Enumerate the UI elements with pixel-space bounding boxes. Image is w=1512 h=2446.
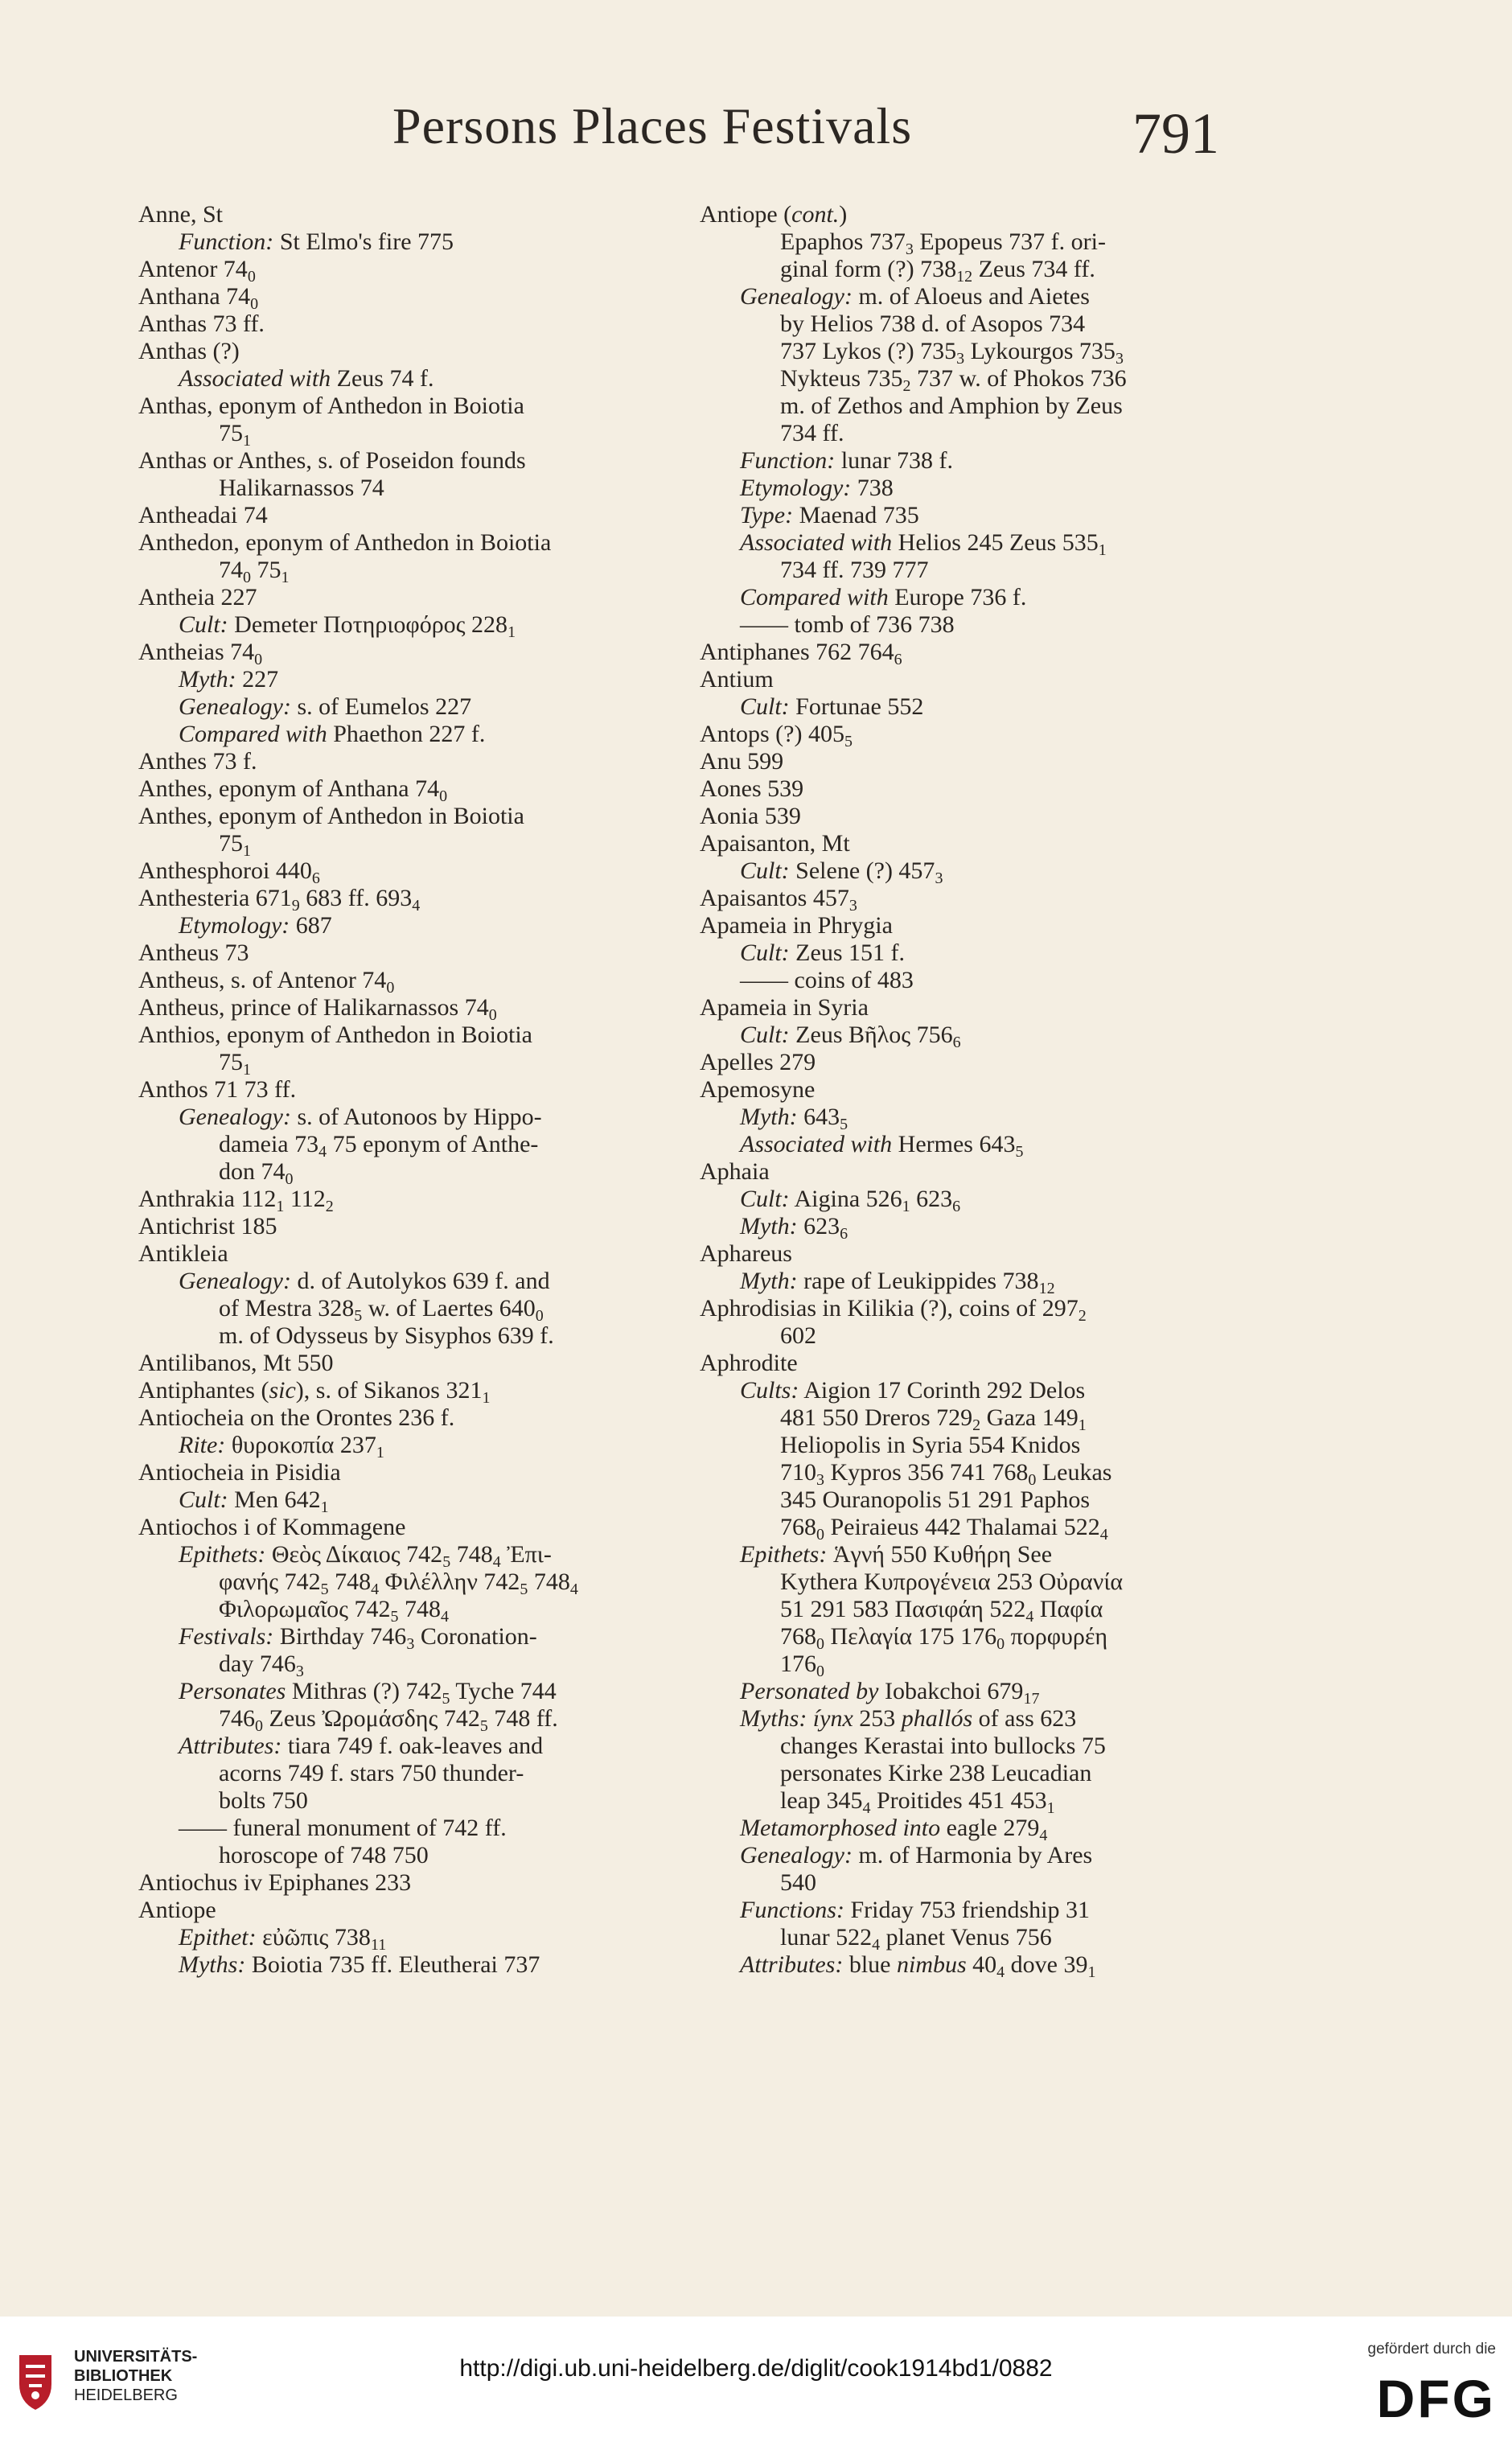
- index-line: Antiope (cont.): [700, 201, 848, 228]
- index-line: Associated with Hermes $643_5$: [740, 1131, 1024, 1161]
- index-line: Antheadai 74: [138, 502, 268, 528]
- index-line: Aonia 539: [700, 803, 801, 829]
- index-line: Antheus 73: [138, 939, 249, 966]
- index-line: Anthas (?): [138, 338, 240, 364]
- index-line: Apameia in Syria: [700, 994, 869, 1021]
- index-line: $768_0$ Peiraieus 442 Thalamai $522_4$: [780, 1514, 1108, 1544]
- index-line: Antiphantes (sic), s. of Sikanos $321_1$: [138, 1377, 491, 1407]
- index-line: Epithets: Ἁγνή 550 Κυθήρη See: [740, 1541, 1053, 1568]
- index-line: Heliopolis in Syria 554 Knidos: [780, 1432, 1081, 1458]
- index-line: ginal form (?) $738_{12}$ Zeus 734 ff.: [780, 256, 1095, 286]
- index-line: Aones 539: [700, 775, 804, 802]
- index-line: Anthios, eponym of Anthedon in Boiotia: [138, 1022, 532, 1048]
- index-line: m. of Odysseus by Sisyphos 639 f.: [219, 1322, 554, 1349]
- index-line: Apameia in Phrygia: [700, 912, 893, 939]
- index-line: Anthes, eponym of Anthana $74_0$: [138, 775, 448, 805]
- index-line: Myth: $643_5$: [740, 1104, 848, 1133]
- index-line: Genealogy: m. of Harmonia by Ares: [740, 1842, 1093, 1868]
- index-line: Type: Maenad 735: [740, 502, 919, 528]
- index-line: Antilibanos, Mt 550: [138, 1350, 334, 1376]
- index-line: Myths: íynx 253 phallós of ass 623: [740, 1705, 1077, 1732]
- index-line: Cults: Aigion 17 Corinth 292 Delos: [740, 1377, 1086, 1404]
- index-line: 737 Lykos (?) $735_3$ Lykourgos $735_3$: [780, 338, 1124, 368]
- index-line: lunar $522_4$ planet Venus 756: [780, 1924, 1052, 1954]
- index-line: Function: St Elmo's fire 775: [179, 228, 454, 255]
- index-line: Antium: [700, 666, 774, 693]
- digitization-footer: [0, 2317, 1512, 2446]
- index-line: Associated with Zeus 74 f.: [179, 365, 434, 392]
- index-line: 481 550 Dreros $729_2$ Gaza $149_1$: [780, 1404, 1087, 1434]
- dfg-logo: DFG: [1376, 2369, 1496, 2428]
- index-line: Anthos 71 73 ff.: [138, 1076, 297, 1103]
- index-line: Antheus, prince of Halikarnassos $74_0$: [138, 994, 497, 1024]
- institution-line: BIBLIOTHEK: [74, 2367, 173, 2385]
- index-line: Compared with Phaethon 227 f.: [179, 721, 486, 747]
- index-line: $176_0$: [780, 1651, 824, 1680]
- index-line: Function: lunar 738 f.: [740, 447, 953, 474]
- index-line: Myth: $623_6$: [740, 1213, 848, 1243]
- index-line: Genealogy: s. of Eumelos 227: [179, 693, 472, 720]
- index-line: 734 ff. 739 777: [780, 557, 929, 583]
- index-line: Attributes: tiara 749 f. oak-leaves and: [179, 1733, 544, 1759]
- index-line: Festivals: Birthday $746_3$ Coronation-: [179, 1623, 537, 1653]
- index-line: Aphaia: [700, 1158, 770, 1185]
- index-line: Antiochus iv Epiphanes 233: [138, 1869, 412, 1896]
- index-line: Apaisantos $457_3$: [700, 885, 857, 915]
- index-line: leap $345_4$ Proitides 451 $453_1$: [780, 1787, 1055, 1817]
- page-number: 791: [1132, 101, 1219, 166]
- index-line: Apaisanton, Mt: [700, 830, 850, 857]
- source-url-link[interactable]: http://digi.ub.uni-heidelberg.de/diglit/cook1914bd1/0882: [459, 2355, 1053, 2382]
- funded-by-text: gefördert durch die: [1367, 2341, 1496, 2358]
- index-line: Antiphanes 762 $764_6$: [700, 639, 902, 668]
- index-line: Φιλορωμαῖος $742_5$ $748_4$: [219, 1596, 450, 1626]
- institution-line: HEIDELBERG: [74, 2386, 178, 2404]
- index-line: Functions: Friday 753 friendship 31: [740, 1897, 1090, 1923]
- index-line: Aphareus: [700, 1240, 792, 1267]
- index-line: Epithets: Θεὸς Δίκαιος $742_5$ $748_4$ Ἐπι-: [179, 1541, 552, 1571]
- index-line: —— tomb of 736 738: [740, 611, 955, 638]
- index-line: Epaphos $737_3$ Epopeus 737 f. ori-: [780, 228, 1106, 258]
- index-line: Cult: Demeter Ποτηριοφόρος $228_1$: [179, 611, 516, 641]
- index-line: Antikleia: [138, 1240, 228, 1267]
- index-line: Anthrakia $112_1$ $112_2$: [138, 1186, 334, 1215]
- index-line: by Helios 738 d. of Asopos 734: [780, 310, 1086, 337]
- index-line: Myths: Boiotia 735 ff. Eleutherai 737: [179, 1951, 540, 1978]
- index-line: Antops (?) $405_5$: [700, 721, 853, 750]
- running-head: Persons Places Festivals: [392, 97, 913, 154]
- index-line: Anthas, eponym of Anthedon in Boiotia: [138, 393, 524, 419]
- index-line: Aphrodisias in Kilikia (?), coins of $297_2$: [700, 1295, 1087, 1325]
- index-line: —— coins of 483: [740, 967, 914, 993]
- index-line: $75_1$: [219, 830, 251, 860]
- index-line: don $74_0$: [219, 1158, 294, 1188]
- index-line: horoscope of 748 750: [219, 1842, 429, 1868]
- index-line: Aphrodite: [700, 1350, 798, 1376]
- index-line: $74_0$ $75_1$: [219, 557, 290, 586]
- index-line: 540: [780, 1869, 816, 1896]
- index-line: Anthedon, eponym of Anthedon in Boiotia: [138, 529, 552, 556]
- index-line: Anthes, eponym of Anthedon in Boiotia: [138, 803, 524, 829]
- index-line: Rite: θυροκοπία $237_1$: [179, 1432, 384, 1461]
- index-line: $75_1$: [219, 1049, 251, 1079]
- index-line: Anthas 73 ff.: [138, 310, 265, 337]
- institution-line: UNIVERSITÄTS-: [74, 2348, 198, 2366]
- index-line: Cult: Fortunae 552: [740, 693, 924, 720]
- index-line: Antheias $74_0$: [138, 639, 263, 668]
- index-line: Anthesteria $671_9$ 683 ff. $693_4$: [138, 885, 421, 915]
- index-line: Anthesphoroi $440_6$: [138, 857, 320, 887]
- index-line: Antenor $74_0$: [138, 256, 256, 286]
- index-line: φανής $742_5$ $748_4$ Φιλέλλην $742_5$ $748_4$: [219, 1568, 578, 1598]
- index-line: Cult: Zeus 151 f.: [740, 939, 905, 966]
- index-line: Myth: rape of Leukippides $738_{12}$: [740, 1268, 1055, 1297]
- index-line: 51 291 583 Πασιφάη $522_4$ Παφία: [780, 1596, 1103, 1626]
- index-line: 345 Ouranopolis 51 291 Paphos: [780, 1486, 1090, 1513]
- index-line: of Mestra $328_5$ w. of Laertes $640_0$: [219, 1295, 544, 1325]
- index-line: $75_1$: [219, 420, 251, 450]
- index-line: Nykteus $735_2$ 737 w. of Phokos 736: [780, 365, 1127, 395]
- index-line: Antichrist 185: [138, 1213, 277, 1239]
- index-line: Genealogy: s. of Autonoos by Hippo-: [179, 1104, 542, 1130]
- index-line: Antiocheia on the Orontes 236 f.: [138, 1404, 455, 1431]
- index-line: Antheus, s. of Antenor $74_0$: [138, 967, 395, 997]
- index-line: changes Kerastai into bullocks 75: [780, 1733, 1106, 1759]
- index-line: dameia $73_4$ 75 eponym of Anthe-: [219, 1131, 539, 1161]
- index-line: Etymology: 738: [740, 475, 894, 501]
- index-line: Etymology: 687: [179, 912, 332, 939]
- index-line: $746_0$ Zeus Ὠρομάσδης $742_5$ 748 ff.: [219, 1705, 558, 1735]
- index-line: Cult: Zeus Βῆλος $756_6$: [740, 1022, 961, 1051]
- index-line: Associated with Helios 245 Zeus $535_1$: [740, 529, 1107, 559]
- index-line: Antiochos i of Kommagene: [138, 1514, 406, 1540]
- index-column-right: [700, 201, 1231, 1979]
- index-line: personates Kirke 238 Leucadian: [780, 1760, 1092, 1786]
- index-line: Anne, St: [138, 201, 223, 228]
- index-line: Epithet: εὐῶπις $738_{11}$: [179, 1924, 387, 1954]
- index-line: Halikarnassos 74: [219, 475, 384, 501]
- index-line: acorns 749 f. stars 750 thunder-: [219, 1760, 524, 1786]
- index-line: Genealogy: m. of Aloeus and Aietes: [740, 283, 1090, 310]
- index-line: Genealogy: d. of Autolykos 639 f. and: [179, 1268, 550, 1294]
- index-line: Anthes 73 f.: [138, 748, 257, 775]
- index-line: Anu 599: [700, 748, 784, 775]
- index-line: bolts 750: [219, 1787, 308, 1814]
- index-line: Attributes: blue nimbus $40_4$ dove $39_1$: [740, 1951, 1096, 1981]
- index-line: Anthana $74_0$: [138, 283, 259, 313]
- index-line: Antiope: [138, 1897, 216, 1923]
- index-line: $768_0$ Πελαγία 175 $176_0$ πορφυρέη: [780, 1623, 1108, 1653]
- index-line: Antheia 227: [138, 584, 257, 610]
- index-line: Apemosyne: [700, 1076, 816, 1103]
- index-line: Cult: Men $642_1$: [179, 1486, 329, 1516]
- index-line: Myth: 227: [179, 666, 279, 693]
- index-line: Kythera Κυπρογένεια 253 Οὐρανία: [780, 1568, 1124, 1595]
- index-line: Anthas or Anthes, s. of Poseidon founds: [138, 447, 526, 474]
- index-line: Apelles 279: [700, 1049, 816, 1075]
- index-line: Antiocheia in Pisidia: [138, 1459, 341, 1486]
- index-line: $710_3$ Kypros 356 741 $768_0$ Leukas: [780, 1459, 1112, 1489]
- index-line: 602: [780, 1322, 816, 1349]
- index-line: Compared with Europe 736 f.: [740, 584, 1027, 610]
- index-line: Metamorphosed into eagle $279_4$: [740, 1815, 1048, 1844]
- index-line: 734 ff.: [780, 420, 844, 446]
- index-line: Cult: Aigina $526_1$ $623_6$: [740, 1186, 961, 1215]
- index-line: Personated by Iobakchoi $679_{17}$: [740, 1678, 1040, 1708]
- index-line: m. of Zethos and Amphion by Zeus: [780, 393, 1123, 419]
- index-line: —— funeral monument of 742 ff.: [179, 1815, 507, 1841]
- index-line: Cult: Selene (?) $457_3$: [740, 857, 943, 887]
- index-line: day $746_3$: [219, 1651, 304, 1680]
- index-line: Personates Mithras (?) $742_5$ Tyche 744: [179, 1678, 557, 1708]
- index-column-left: [138, 201, 669, 1979]
